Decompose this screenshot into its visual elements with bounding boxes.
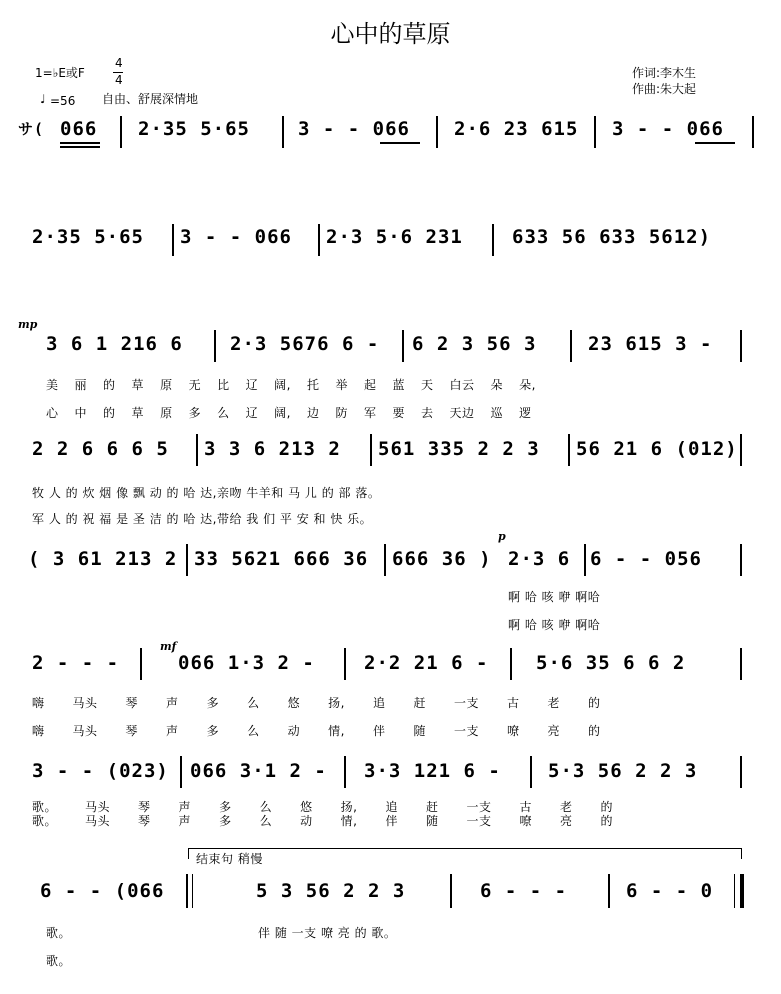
barline: [186, 544, 188, 576]
lyric-syllable: 马头: [85, 814, 111, 828]
notes-verse-1-m4: 23 615 3 -: [588, 333, 713, 355]
lyric-ending-a: 歌。: [46, 926, 72, 940]
lyric-syllable: 美: [46, 378, 59, 392]
lyric-verse-2b: 军 人 的 祝 福 是 圣 洁 的 哈 达,带给 我 们 平 安 和 快 乐。: [32, 512, 373, 526]
lyric-syllable: 琴: [125, 724, 139, 738]
lyric-syllable: 白云: [449, 378, 475, 392]
final-barline-thin: [734, 874, 735, 908]
notes-chorus-1-m2: 066 1·3 2 -: [178, 652, 315, 674]
notes-intro-1-m3: 3 - - 066: [298, 118, 410, 140]
notes-chorus-1-m4: 5·6 35 6 6 2: [536, 652, 686, 674]
lyric-syllable: 一支: [466, 800, 492, 814]
lyric-syllable: 歌。: [32, 800, 58, 814]
lyric-syllable: 多: [206, 724, 220, 738]
lyric-syllable: 逻: [519, 406, 532, 420]
lyric-syllable: 伴: [372, 724, 386, 738]
notes-verse-1-m2: 2·3 5676 6 -: [230, 333, 380, 355]
lyric-syllable: 巡: [490, 406, 504, 420]
notes-ending-m4: 6 - - 0: [626, 880, 714, 902]
lyric-syllable: 去: [421, 406, 434, 420]
key-signature: 1=♭E或F: [35, 66, 85, 80]
lyric-syllable: 马头: [72, 696, 98, 710]
lyric-syllable: 么: [247, 696, 260, 710]
lyric-syllable: 起: [363, 378, 377, 392]
notes-verse-1-m1: 3 6 1 216 6: [46, 333, 183, 355]
notes-ending-m1: 6 - - (066: [40, 880, 165, 902]
notes-verse-2-m4: 56 21 6 (012): [576, 438, 738, 460]
ending-label: 结束句 稍慢: [196, 852, 263, 866]
lyric-syllable: 一支: [453, 724, 479, 738]
lyric-syllable: 古: [506, 696, 520, 710]
barline: [180, 756, 182, 788]
barline: [450, 874, 452, 908]
lyric-syllable: 赶: [413, 696, 426, 710]
lyric-syllable: 多: [206, 696, 220, 710]
barline: [436, 116, 438, 148]
page-title: 心中的草原: [330, 20, 451, 48]
lyric-syllable: 阔,: [274, 406, 291, 420]
barline: [492, 224, 494, 256]
barline: [120, 116, 122, 148]
lyric-syllable: 亮: [560, 814, 573, 828]
notes-intro-2-m2: 3 - - 066: [180, 226, 292, 248]
lyric-syllable: 么: [259, 814, 273, 828]
notes-chorus-2-m4: 5·3 56 2 2 3: [548, 760, 698, 782]
lyric-syllable: 嗨: [32, 696, 45, 710]
lyric-syllable: 心: [46, 406, 59, 420]
lyric-syllable: 边: [306, 406, 320, 420]
lyric-chorus-2b: [32, 812, 641, 829]
lyric-chorus-1b: [32, 722, 629, 739]
lyric-syllable: 老: [547, 696, 561, 710]
barline: [384, 544, 386, 576]
barline: [140, 648, 142, 680]
lyric-syllable: 防: [335, 406, 348, 420]
notes-bridge-m1: ( 3 61 213 2: [28, 548, 178, 570]
lyric-syllable: 中: [74, 406, 88, 420]
lyric-syllable: 声: [166, 724, 179, 738]
lyric-syllable: 的: [103, 406, 116, 420]
lyric-syllable: 多: [219, 814, 232, 828]
notes-chorus-1-m1: 2 - - -: [32, 652, 120, 674]
notes-intro-2-m3: 2·3 5·6 231: [326, 226, 463, 248]
barline: [344, 756, 346, 788]
lyric-syllable: 声: [166, 696, 179, 710]
notes-verse-2-m1: 2 2 6 6 6 5: [32, 438, 169, 460]
lyric-syllable: 的: [103, 378, 116, 392]
notes-intro-2-m4: 633 56 633 5612): [512, 226, 712, 248]
lyric-syllable: 动: [287, 724, 301, 738]
notes-chorus-1-m3: 2·2 21 6 -: [364, 652, 489, 674]
lyric-syllable: 托: [306, 378, 320, 392]
lyric-syllable: 多: [219, 800, 232, 814]
lyric-syllable: 的: [588, 696, 601, 710]
lyric-ending-b: 歌。: [46, 954, 72, 968]
lyric-syllable: 要: [392, 406, 406, 420]
barline: [282, 116, 284, 148]
notes-chorus-2-m1: 3 - - (023): [32, 760, 169, 782]
lyric-syllable: 举: [335, 378, 348, 392]
final-barline: [740, 874, 744, 908]
tempo-mark: =56: [50, 94, 76, 108]
barline: [172, 224, 174, 256]
lyric-syllable: 朵,: [519, 378, 536, 392]
lyric-syllable: 情,: [328, 724, 345, 738]
lyric-syllable: 的: [600, 814, 614, 828]
lyric-syllable: 嘹: [519, 814, 532, 828]
barline: [402, 330, 404, 362]
lyric-ending-mid: 伴 随 一支 嘹 亮 的 歌。: [258, 926, 397, 940]
lyric-syllable: 亮: [547, 724, 561, 738]
lyric-syllable: 追: [372, 696, 386, 710]
notes-bridge-m5: 6 - - 056: [590, 548, 702, 570]
lyric-syllable: 比: [217, 378, 230, 392]
lyric-syllable: 扬,: [340, 800, 358, 814]
underline: [60, 142, 100, 144]
lyric-syllable: 一支: [466, 814, 492, 828]
lyric-syllable: 老: [560, 800, 573, 814]
lyric-syllable: 天: [421, 378, 434, 392]
barline: [214, 330, 216, 362]
notes-chorus-2-m2: 066 3·1 2 -: [190, 760, 327, 782]
lyric-syllable: 么: [217, 406, 230, 420]
lyric-syllable: 声: [178, 800, 192, 814]
notes-bridge-m3: 666 36 ): [392, 548, 492, 570]
lyric-syllable: 琴: [138, 814, 151, 828]
time-signature-bottom: 4: [115, 73, 123, 87]
lyric-syllable: 辽: [245, 406, 259, 420]
notes-bridge-m4: 2·3 6: [508, 548, 571, 570]
lyric-syllable: 琴: [125, 696, 139, 710]
notes-intro-1-m1: 066: [60, 118, 98, 140]
lyric-syllable: 马头: [72, 724, 98, 738]
underline: [60, 146, 100, 148]
notes-verse-1-m3: 6 2 3 56 3: [412, 333, 537, 355]
lyric-syllable: 原: [160, 406, 173, 420]
lyric-syllable: 原: [160, 378, 173, 392]
lyric-syllable: 朵: [490, 378, 504, 392]
barline: [568, 434, 570, 466]
lyric-syllable: 动: [300, 814, 313, 828]
lyric-syllable: 草: [131, 406, 145, 420]
lyric-syllable: 扬,: [328, 696, 345, 710]
lyric-syllable: 多: [188, 406, 202, 420]
notes-intro-1-m2: 2·35 5·65: [138, 118, 250, 140]
lyric-syllable: 歌。: [32, 814, 58, 828]
barline: [740, 648, 742, 680]
lyric-syllable: 草: [131, 378, 145, 392]
repeat-barline: [186, 874, 188, 908]
ending-bracket: [188, 848, 742, 859]
barline: [608, 874, 610, 908]
lyric-syllable: 嘹: [506, 724, 520, 738]
barline: [344, 648, 346, 680]
notes-verse-2-m3: 561 335 2 2 3: [378, 438, 540, 460]
quarter-note-icon: ♩: [40, 92, 46, 106]
lyric-verse-1b: [46, 404, 548, 421]
lyric-syllable: 随: [413, 724, 426, 738]
barline: [740, 330, 742, 362]
lyric-syllable: 阔,: [274, 378, 291, 392]
lyric-syllable: 琴: [138, 800, 151, 814]
notes-intro-1-m4: 2·6 23 615: [454, 118, 579, 140]
lyric-syllable: 一支: [453, 696, 479, 710]
lyric-chorus-1a: [32, 694, 629, 711]
lyric-verse-1a: [46, 376, 552, 393]
barline: [584, 544, 586, 576]
notes-bridge-m2: 33 5621 666 36: [194, 548, 369, 570]
barline: [196, 434, 198, 466]
lyric-syllable: 的: [588, 724, 601, 738]
notes-ending-m3: 6 - - -: [480, 880, 568, 902]
dynamic-p: p: [498, 530, 506, 543]
lyric-verse-2a: 牧 人 的 炊 烟 像 飘 动 的 哈 达,亲吻 牛羊和 马 儿 的 部 落。: [32, 486, 381, 500]
lyric-syllable: 的: [600, 800, 614, 814]
lyric-syllable: 无: [188, 378, 202, 392]
composer-credit: 作曲:朱大起: [632, 82, 697, 96]
lyric-syllable: 么: [247, 724, 260, 738]
underline: [380, 142, 420, 144]
dynamic-mf: mf: [160, 640, 177, 653]
barline: [530, 756, 532, 788]
barline: [752, 116, 754, 148]
lyric-syllable: 声: [178, 814, 192, 828]
barline: [594, 116, 596, 148]
lyric-syllable: 丽: [74, 378, 88, 392]
lyric-syllable: 古: [519, 800, 532, 814]
notes-verse-2-m2: 3 3 6 213 2: [204, 438, 341, 460]
lyric-syllable: 马头: [85, 800, 111, 814]
lyric-syllable: 追: [385, 800, 398, 814]
notes-intro-1-m5: 3 - - 066: [612, 118, 724, 140]
intro-prefix: サ(: [18, 120, 45, 138]
lyric-syllable: 么: [259, 800, 273, 814]
barline: [318, 224, 320, 256]
lyric-syllable: 伴: [385, 814, 398, 828]
lyric-bridge-a: 啊 哈 咳 咿 啊哈: [508, 590, 601, 604]
notes-chorus-2-m3: 3·3 121 6 -: [364, 760, 501, 782]
lyric-syllable: 军: [363, 406, 377, 420]
notes-intro-2-m1: 2·35 5·65: [32, 226, 144, 248]
notes-ending-m2: 5 3 56 2 2 3: [256, 880, 406, 902]
repeat-barline-thin: [192, 874, 193, 908]
lyric-syllable: 悠: [300, 800, 313, 814]
lyric-syllable: 嗨: [32, 724, 45, 738]
barline: [740, 544, 742, 576]
lyric-syllable: 随: [425, 814, 439, 828]
expression-mark: 自由、舒展深情地: [102, 92, 199, 106]
barline: [740, 434, 742, 466]
lyric-syllable: 天边: [449, 406, 475, 420]
barline: [570, 330, 572, 362]
barline: [740, 756, 742, 788]
dynamic-mp: mp: [18, 318, 38, 331]
lyric-syllable: 情,: [340, 814, 358, 828]
lyric-bridge-b: 啊 哈 咳 咿 啊哈: [508, 618, 601, 632]
lyric-syllable: 赶: [425, 800, 439, 814]
barline: [370, 434, 372, 466]
barline: [510, 648, 512, 680]
lyric-syllable: 悠: [287, 696, 301, 710]
underline: [695, 142, 735, 144]
time-signature-top: 4: [115, 56, 123, 70]
lyric-syllable: 蓝: [392, 378, 406, 392]
lyricist-credit: 作词:李木生: [632, 66, 697, 80]
lyric-syllable: 辽: [245, 378, 259, 392]
